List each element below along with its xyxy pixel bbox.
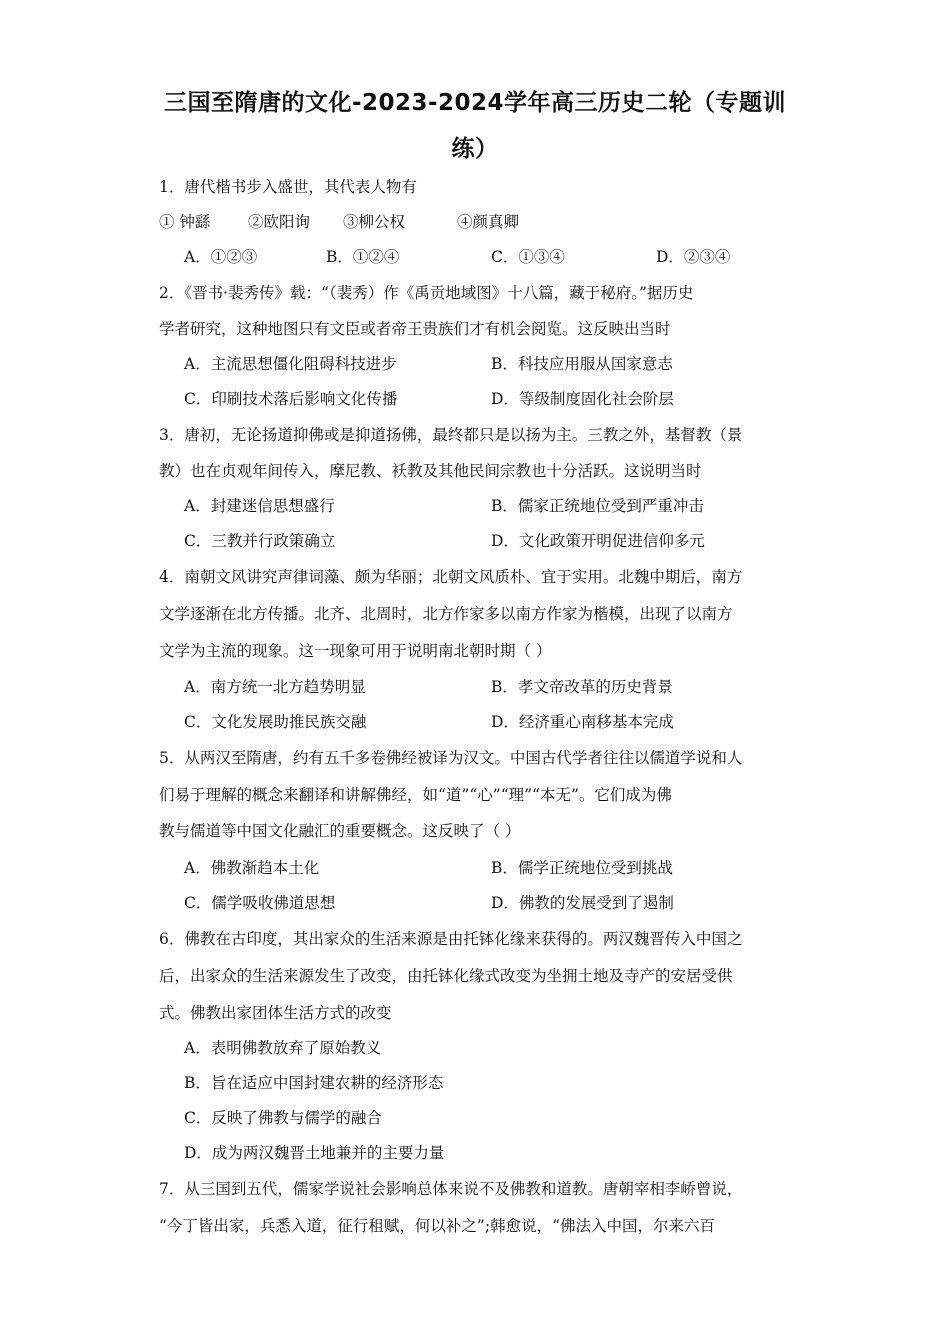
q3-option-b[interactable]: B．儒家正统地位受到严重冲击 bbox=[491, 497, 704, 515]
question-4-stem-line-3: 文学为主流的现象。这一现象可用于说明南北朝时期（ ） bbox=[159, 642, 552, 660]
q6-option-a[interactable]: A．表明佛教放弃了原始教义 bbox=[184, 1039, 382, 1057]
q1-option-b[interactable]: B．①②④ bbox=[326, 248, 400, 266]
question-6-stem-line-1: 6．佛教在古印度，其出家众的生活来源是由托钵化缘来获得的。两汉魏晋传入中国之 bbox=[159, 930, 743, 948]
q4-option-b[interactable]: B．孝文帝改革的历史背景 bbox=[491, 678, 673, 696]
q1-item-3: ③柳公权 bbox=[343, 213, 406, 231]
question-2-stem-line-1: 2．《晋书·裴秀传》载：“（裴秀）作《禹贡地域图》十八篇，藏于秘府。”据历史 bbox=[159, 284, 694, 302]
q4-option-a[interactable]: A．南方统一北方趋势明显 bbox=[184, 678, 366, 696]
question-3-stem-line-2: 教）也在贞观年间传入，摩尼教、袄教及其他民间宗教也十分活跃。这说明当时 bbox=[159, 462, 702, 480]
question-4-stem-line-1: 4．南朝文风讲究声律词藻、颇为华丽；北朝文风质朴、宜于实用。北魏中期后，南方 bbox=[159, 568, 743, 586]
q4-option-c[interactable]: C．文化发展助推民族交融 bbox=[184, 713, 367, 731]
q2-option-b[interactable]: B．科技应用服从国家意志 bbox=[491, 355, 673, 373]
question-2-stem-line-2: 学者研究，这种地图只有文臣或者帝王贵族们才有机会阅览。这反映出当时 bbox=[159, 320, 671, 338]
question-5-stem-line-3: 教与儒道等中国文化融汇的重要概念。这反映了（ ） bbox=[159, 822, 521, 840]
question-6-stem-line-3: 式。佛教出家团体生活方式的改变 bbox=[159, 1004, 392, 1022]
q5-option-a[interactable]: A．佛教渐趋本土化 bbox=[184, 859, 320, 877]
q1-item-4: ④颜真卿 bbox=[457, 213, 520, 231]
q6-option-b[interactable]: B．旨在适应中国封建农耕的经济形态 bbox=[184, 1074, 444, 1092]
question-3-stem-line-1: 3．唐初，无论扬道抑佛或是抑道扬佛，最终都只是以扬为主。三教之外，基督教（景 bbox=[159, 426, 743, 444]
question-5-stem-line-2: 们易于理解的概念来翻译和讲解佛经，如“道”“心”“理”“本无”。它们成为佛 bbox=[159, 786, 672, 804]
q2-option-c[interactable]: C．印刷技术落后影响文化传播 bbox=[184, 390, 398, 408]
question-4-stem-line-2: 文学逐渐在北方传播。北齐、北周时，北方作家多以南方作家为楷模，出现了以南方 bbox=[159, 605, 733, 623]
q4-option-d[interactable]: D．经济重心南移基本完成 bbox=[491, 713, 674, 731]
q3-option-a[interactable]: A．封建迷信思想盛行 bbox=[184, 497, 335, 515]
q2-option-a[interactable]: A．主流思想僵化阻碍科技进步 bbox=[184, 355, 397, 373]
question-6-stem-line-2: 后，出家众的生活来源发生了改变，由托钵化缘式改变为坐拥土地及寺产的安居受供 bbox=[159, 967, 733, 985]
q5-option-c[interactable]: C．儒学吸收佛道思想 bbox=[184, 894, 336, 912]
question-7-stem-line-2: “今丁皆出家，兵悉入道，征行租赋，何以补之”;韩愈说，“佛法入中国，尔来六百 bbox=[159, 1217, 715, 1235]
question-7-stem-line-1: 7．从三国到五代，儒家学说社会影响总体来说不及佛教和道教。唐朝宰相李峤曾说， bbox=[159, 1180, 743, 1198]
question-1-stem: 1．唐代楷书步入盛世，其代表人物有 bbox=[159, 178, 417, 196]
title-line-2: 练） bbox=[451, 136, 499, 162]
document-title bbox=[150, 80, 800, 172]
q1-item-1: ① 钟繇 bbox=[159, 213, 211, 231]
q1-option-d[interactable]: D．②③④ bbox=[656, 248, 731, 266]
title-line-1: 三国至隋唐的文化-2023-2024学年高三历史二轮（专题训 bbox=[163, 90, 787, 116]
q6-option-c[interactable]: C．反映了佛教与儒学的融合 bbox=[184, 1109, 382, 1127]
q1-option-c[interactable]: C．①③④ bbox=[491, 248, 565, 266]
q2-option-d[interactable]: D．等级制度固化社会阶层 bbox=[491, 390, 674, 408]
q3-option-c[interactable]: C．三教并行政策确立 bbox=[184, 532, 336, 550]
q3-option-d[interactable]: D．文化政策开明促进信仰多元 bbox=[491, 532, 705, 550]
question-5-stem-line-1: 5．从两汉至隋唐，约有五千多卷佛经被译为汉文。中国古代学者往往以儒道学说和人 bbox=[159, 749, 743, 767]
q1-item-2: ②欧阳询 bbox=[248, 213, 311, 231]
q5-option-d[interactable]: D．佛教的发展受到了遏制 bbox=[491, 894, 674, 912]
q5-option-b[interactable]: B．儒学正统地位受到挑战 bbox=[491, 859, 673, 877]
q1-option-a[interactable]: A．①②③ bbox=[184, 248, 258, 266]
q6-option-d[interactable]: D．成为两汉魏晋土地兼并的主要力量 bbox=[184, 1144, 445, 1162]
